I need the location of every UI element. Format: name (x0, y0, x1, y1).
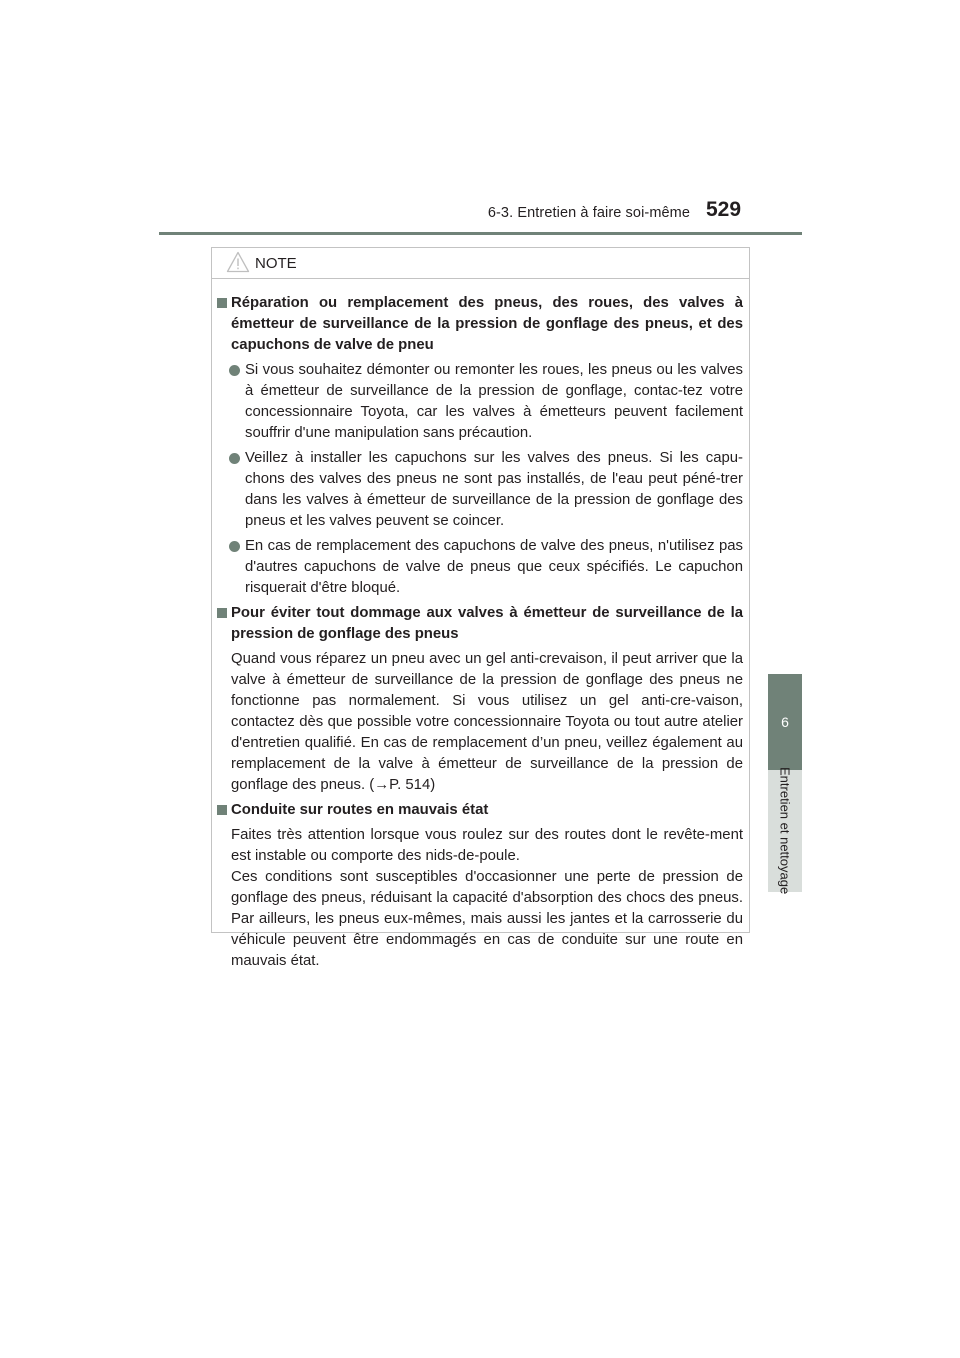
paragraph: Ces conditions sont susceptibles d'occasionner une perte de pression de gonflage des pneus, réduisant la capacité d'absorption des chocs des pneus. Par ailleurs, les pneus eux-mêmes, mais aussi les jantes et la carrosserie du véhicule peuvent être endommagés en cas de conduite sur une route en mauvais état. (231, 869, 743, 969)
section-title: 6-3. Entretien à faire soi-même (487, 205, 690, 221)
chapter-label-box (768, 767, 802, 895)
chapter-number: 6 (768, 674, 802, 770)
round-bullet-icon (229, 365, 240, 376)
note-section-bad-roads (217, 800, 743, 972)
list-item (217, 360, 743, 444)
paragraph: Quand vous réparez un pneu avec un gel anti-crevaison, il peut arriver que la valve à émetteur de surveillance de la pression de gonflage des pneus ne fonctionne pas normalement. Si vous utilisez un gel anti-cre-vaison, contactez dès que possible votre concessionnaire Toyota ou tout autre atelier d'entretien qualifié. En cas de remplacement d’un pneu, veillez également au remplacement de la valve à émetteur de surveillance de la pression de gonflage des pneus. (→P. 514) (231, 651, 743, 793)
list-item (217, 536, 743, 599)
chapter-label: Entretien et nettoyage (777, 767, 793, 895)
round-bullet-icon (229, 541, 240, 552)
note-header (212, 248, 749, 279)
header-divider (159, 232, 802, 235)
section-heading: Pour éviter tout dommage aux valves à émetteur de surveillance de la pression de gonflage des pneus (231, 605, 743, 642)
page-number: 529 (706, 198, 742, 221)
square-bullet-icon (217, 805, 227, 815)
note-box (211, 247, 750, 969)
round-bullet-icon (229, 453, 240, 464)
note-section-repair (217, 293, 743, 599)
list-item (217, 448, 743, 532)
chapter-side-tab (768, 674, 802, 895)
bullet-text: Si vous souhaitez démonter ou remonter les roues, les pneus ou les valves à émetteur de surveillance de la pression de gonflage, contac-tez votre concessionnaire Toyota, car les valves à émetteurs peuvent facilement souffrir d'une manipulation sans précaution. (245, 362, 743, 441)
note-title: NOTE (255, 255, 297, 272)
note-section-valve-damage (217, 603, 743, 796)
bullet-text: Veillez à installer les capuchons sur les valves des pneus. Si les capu-chons des valves des pneus ne sont pas installés, de l'eau peut péné-trer dans les valves à émetteur de surveillance de la pression de gonflage des pneus et les valves peuvent se coincer. (245, 450, 743, 529)
square-bullet-icon (217, 298, 227, 308)
paragraph: Faites très attention lorsque vous roulez sur des routes dont le revête-ment est instable ou comporte des nids-de-poule. (231, 827, 743, 864)
section-heading: Réparation ou remplacement des pneus, des roues, des valves à émetteur de surveillance de la pression de gonflage des pneus, et des capuchons de valve de pneu (231, 295, 743, 353)
square-bullet-icon (217, 608, 227, 618)
warning-triangle-icon (226, 251, 250, 273)
section-heading: Conduite sur routes en mauvais état (231, 802, 489, 818)
bullet-text: En cas de remplacement des capuchons de valve des pneus, n'utilisez pas d'autres capuchons de valve de pneus que ceux spécifiés. Le capuchon risquerait d'être bloqué. (245, 538, 743, 596)
note-body (212, 279, 749, 972)
